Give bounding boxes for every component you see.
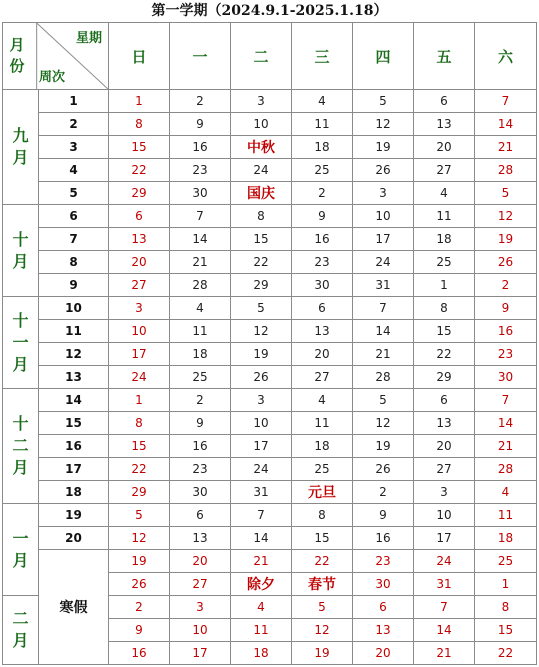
table-row: [3, 504, 537, 527]
month-text: 一月: [12, 528, 29, 570]
day-cell: 11: [292, 113, 353, 136]
day-cell: 22: [109, 159, 170, 182]
weekday-header-label: 星期: [75, 31, 102, 46]
day-cell: 20: [414, 435, 475, 458]
day-cell: 9: [292, 205, 353, 228]
table-row: [3, 366, 537, 389]
day-cell: 12: [292, 619, 353, 642]
day-cell: 12: [353, 412, 414, 435]
table-row: [3, 297, 537, 320]
table-row: [3, 389, 537, 412]
month-text: 十二月: [12, 414, 29, 477]
day-cell: 19: [475, 228, 537, 251]
table-row: [3, 527, 537, 550]
month-label: [3, 389, 39, 504]
day-cell: 7: [353, 297, 414, 320]
day-cell: 12: [475, 205, 537, 228]
day-cell: 24: [109, 366, 170, 389]
day-cell: 19: [353, 435, 414, 458]
week-number: 20: [39, 527, 109, 550]
day-cell: 15: [414, 320, 475, 343]
day-cell: 15: [475, 619, 537, 642]
day-cell: 28: [170, 274, 231, 297]
day-cell: 24: [231, 458, 292, 481]
day-cell: 3: [170, 596, 231, 619]
day-cell: 7: [414, 596, 475, 619]
month-header-label: 月份: [9, 36, 25, 75]
day-cell: 18: [475, 527, 537, 550]
holiday-cell: 国庆: [231, 182, 292, 205]
day-cell: 22: [414, 343, 475, 366]
month-label: [3, 297, 39, 389]
calendar-table: [2, 22, 537, 665]
day-cell: 10: [231, 412, 292, 435]
day-cell: 31: [231, 481, 292, 504]
week-number: 10: [39, 297, 109, 320]
day-cell: 17: [414, 527, 475, 550]
day-cell: 27: [292, 366, 353, 389]
day-cell: 11: [231, 619, 292, 642]
day-cell: 5: [353, 389, 414, 412]
day-cell: 14: [231, 527, 292, 550]
day-cell: 6: [170, 504, 231, 527]
day-cell: 12: [109, 527, 170, 550]
day-cell: 3: [353, 182, 414, 205]
day-cell: 29: [414, 366, 475, 389]
week-number: 12: [39, 343, 109, 366]
day-cell: 27: [414, 458, 475, 481]
day-cell: 30: [353, 573, 414, 596]
day-cell: 8: [231, 205, 292, 228]
month-text: 九月: [12, 126, 29, 167]
day-cell: 18: [292, 136, 353, 159]
table-row: [3, 550, 537, 573]
header-corner: [3, 23, 109, 90]
day-cell: 11: [170, 320, 231, 343]
day-cell: 16: [170, 435, 231, 458]
weekday-header: 六: [475, 23, 537, 90]
day-cell: 28: [353, 366, 414, 389]
day-cell: 2: [109, 596, 170, 619]
vacation-label: 寒假: [39, 550, 109, 665]
day-cell: 21: [475, 435, 537, 458]
holiday-cell: 春节: [292, 573, 353, 596]
day-cell: 26: [475, 251, 537, 274]
day-cell: 23: [475, 343, 537, 366]
day-cell: 18: [231, 642, 292, 665]
day-cell: 4: [475, 481, 537, 504]
day-cell: 10: [109, 320, 170, 343]
day-cell: 10: [231, 113, 292, 136]
day-cell: 9: [475, 297, 537, 320]
day-cell: 20: [109, 251, 170, 274]
week-number: 8: [39, 251, 109, 274]
day-cell: 5: [353, 90, 414, 113]
day-cell: 15: [109, 435, 170, 458]
day-cell: 5: [109, 504, 170, 527]
week-number: 19: [39, 504, 109, 527]
month-label: [3, 205, 39, 297]
day-cell: 9: [109, 619, 170, 642]
day-cell: 1: [109, 90, 170, 113]
week-number: 9: [39, 274, 109, 297]
calendar-body: [3, 23, 537, 665]
day-cell: 25: [414, 251, 475, 274]
day-cell: 22: [292, 550, 353, 573]
month-label: [3, 504, 39, 596]
day-cell: 2: [353, 481, 414, 504]
day-cell: 7: [231, 504, 292, 527]
day-cell: 10: [414, 504, 475, 527]
day-cell: 8: [292, 504, 353, 527]
table-row: [3, 228, 537, 251]
day-cell: 2: [170, 90, 231, 113]
holiday-cell: 元旦: [292, 481, 353, 504]
day-cell: 10: [170, 619, 231, 642]
day-cell: 8: [109, 412, 170, 435]
day-cell: 27: [170, 573, 231, 596]
day-cell: 5: [475, 182, 537, 205]
month-text: 十月: [12, 229, 29, 271]
day-cell: 2: [292, 182, 353, 205]
table-row: [3, 251, 537, 274]
week-number: 15: [39, 412, 109, 435]
day-cell: 1: [475, 573, 537, 596]
day-cell: 16: [353, 527, 414, 550]
day-cell: 11: [292, 412, 353, 435]
day-cell: 25: [475, 550, 537, 573]
day-cell: 13: [414, 113, 475, 136]
day-cell: 30: [292, 274, 353, 297]
day-cell: 29: [231, 274, 292, 297]
day-cell: 8: [414, 297, 475, 320]
weekday-header: 日: [109, 23, 170, 90]
day-cell: 12: [353, 113, 414, 136]
day-cell: 31: [414, 573, 475, 596]
day-cell: 19: [231, 343, 292, 366]
day-cell: 22: [475, 642, 537, 665]
table-row: [3, 205, 537, 228]
day-cell: 29: [109, 182, 170, 205]
day-cell: 14: [414, 619, 475, 642]
day-cell: 2: [475, 274, 537, 297]
day-cell: 22: [109, 458, 170, 481]
day-cell: 7: [475, 389, 537, 412]
day-cell: 14: [475, 113, 537, 136]
holiday-cell: 除夕: [231, 573, 292, 596]
day-cell: 15: [231, 228, 292, 251]
day-cell: 16: [475, 320, 537, 343]
day-cell: 26: [353, 159, 414, 182]
table-row: [3, 435, 537, 458]
weekday-header: 三: [292, 23, 353, 90]
day-cell: 5: [292, 596, 353, 619]
day-cell: 7: [475, 90, 537, 113]
day-cell: 14: [170, 228, 231, 251]
weekday-header: 一: [170, 23, 231, 90]
day-cell: 17: [109, 343, 170, 366]
table-row: [3, 320, 537, 343]
weeknum-header-label: 周次: [39, 70, 66, 85]
day-cell: 29: [109, 481, 170, 504]
week-number: 3: [39, 136, 109, 159]
week-number: 16: [39, 435, 109, 458]
day-cell: 3: [414, 481, 475, 504]
day-cell: 26: [109, 573, 170, 596]
month-text: 二月: [12, 609, 29, 650]
day-cell: 1: [414, 274, 475, 297]
table-row: [3, 343, 537, 366]
day-cell: 3: [231, 389, 292, 412]
day-cell: 28: [475, 159, 537, 182]
day-cell: 20: [170, 550, 231, 573]
month-text: 十一月: [12, 310, 29, 374]
day-cell: 13: [414, 412, 475, 435]
day-cell: 2: [170, 389, 231, 412]
day-cell: 24: [414, 550, 475, 573]
day-cell: 13: [353, 619, 414, 642]
day-cell: 18: [414, 228, 475, 251]
day-cell: 25: [292, 458, 353, 481]
day-cell: 26: [353, 458, 414, 481]
week-number: 1: [39, 90, 109, 113]
day-cell: 17: [231, 435, 292, 458]
day-cell: 4: [292, 389, 353, 412]
table-row: [3, 90, 537, 113]
week-number: 13: [39, 366, 109, 389]
day-cell: 9: [353, 504, 414, 527]
day-cell: 23: [170, 458, 231, 481]
day-cell: 13: [170, 527, 231, 550]
page-title: 第一学期（2024.9.1-2025.1.18）: [151, 3, 388, 19]
day-cell: 8: [475, 596, 537, 619]
day-cell: 6: [414, 389, 475, 412]
day-cell: 15: [109, 136, 170, 159]
weekday-header: 五: [414, 23, 475, 90]
week-number: 14: [39, 389, 109, 412]
day-cell: 23: [170, 159, 231, 182]
day-cell: 6: [109, 205, 170, 228]
day-cell: 23: [292, 251, 353, 274]
day-cell: 3: [109, 297, 170, 320]
day-cell: 13: [292, 320, 353, 343]
day-cell: 30: [170, 182, 231, 205]
day-cell: 18: [292, 435, 353, 458]
day-cell: 25: [292, 159, 353, 182]
day-cell: 6: [414, 90, 475, 113]
day-cell: 30: [170, 481, 231, 504]
day-cell: 21: [414, 642, 475, 665]
day-cell: 28: [475, 458, 537, 481]
weekday-header: 二: [231, 23, 292, 90]
week-number: 7: [39, 228, 109, 251]
day-cell: 5: [231, 297, 292, 320]
day-cell: 21: [231, 550, 292, 573]
day-cell: 13: [109, 228, 170, 251]
day-cell: 17: [353, 228, 414, 251]
week-number: 2: [39, 113, 109, 136]
day-cell: 19: [292, 642, 353, 665]
day-cell: 10: [353, 205, 414, 228]
day-cell: 22: [231, 251, 292, 274]
day-cell: 21: [475, 136, 537, 159]
table-row: [3, 481, 537, 504]
week-number: 4: [39, 159, 109, 182]
day-cell: 27: [109, 274, 170, 297]
table-row: [3, 159, 537, 182]
day-cell: 4: [231, 596, 292, 619]
day-cell: 27: [414, 159, 475, 182]
day-cell: 16: [109, 642, 170, 665]
day-cell: 8: [109, 113, 170, 136]
week-number: 18: [39, 481, 109, 504]
day-cell: 21: [170, 251, 231, 274]
holiday-cell: 中秋: [231, 136, 292, 159]
table-row: [3, 113, 537, 136]
day-cell: 4: [170, 297, 231, 320]
day-cell: 7: [170, 205, 231, 228]
day-cell: 4: [414, 182, 475, 205]
day-cell: 18: [170, 343, 231, 366]
month-label: [3, 596, 39, 665]
table-row: [3, 136, 537, 159]
day-cell: 23: [353, 550, 414, 573]
month-label: [3, 90, 39, 205]
week-number: 5: [39, 182, 109, 205]
day-cell: 9: [170, 412, 231, 435]
week-number: 11: [39, 320, 109, 343]
table-row: [3, 182, 537, 205]
day-cell: 16: [170, 136, 231, 159]
day-cell: 25: [170, 366, 231, 389]
day-cell: 24: [353, 251, 414, 274]
day-cell: 4: [292, 90, 353, 113]
day-cell: 19: [353, 136, 414, 159]
day-cell: 9: [170, 113, 231, 136]
day-cell: 3: [231, 90, 292, 113]
day-cell: 14: [353, 320, 414, 343]
day-cell: 30: [475, 366, 537, 389]
day-cell: 17: [170, 642, 231, 665]
weekday-header: 四: [353, 23, 414, 90]
day-cell: 20: [414, 136, 475, 159]
day-cell: 20: [353, 642, 414, 665]
day-cell: 11: [475, 504, 537, 527]
week-number: 6: [39, 205, 109, 228]
day-cell: 6: [353, 596, 414, 619]
day-cell: 20: [292, 343, 353, 366]
day-cell: 11: [414, 205, 475, 228]
day-cell: 1: [109, 389, 170, 412]
day-cell: 24: [231, 159, 292, 182]
day-cell: 12: [231, 320, 292, 343]
day-cell: 15: [292, 527, 353, 550]
day-cell: 21: [353, 343, 414, 366]
table-row: [3, 412, 537, 435]
day-cell: 19: [109, 550, 170, 573]
day-cell: 6: [292, 297, 353, 320]
week-number: 17: [39, 458, 109, 481]
day-cell: 14: [475, 412, 537, 435]
day-cell: 16: [292, 228, 353, 251]
day-cell: 31: [353, 274, 414, 297]
day-cell: 26: [231, 366, 292, 389]
table-row: [3, 458, 537, 481]
table-row: [3, 274, 537, 297]
